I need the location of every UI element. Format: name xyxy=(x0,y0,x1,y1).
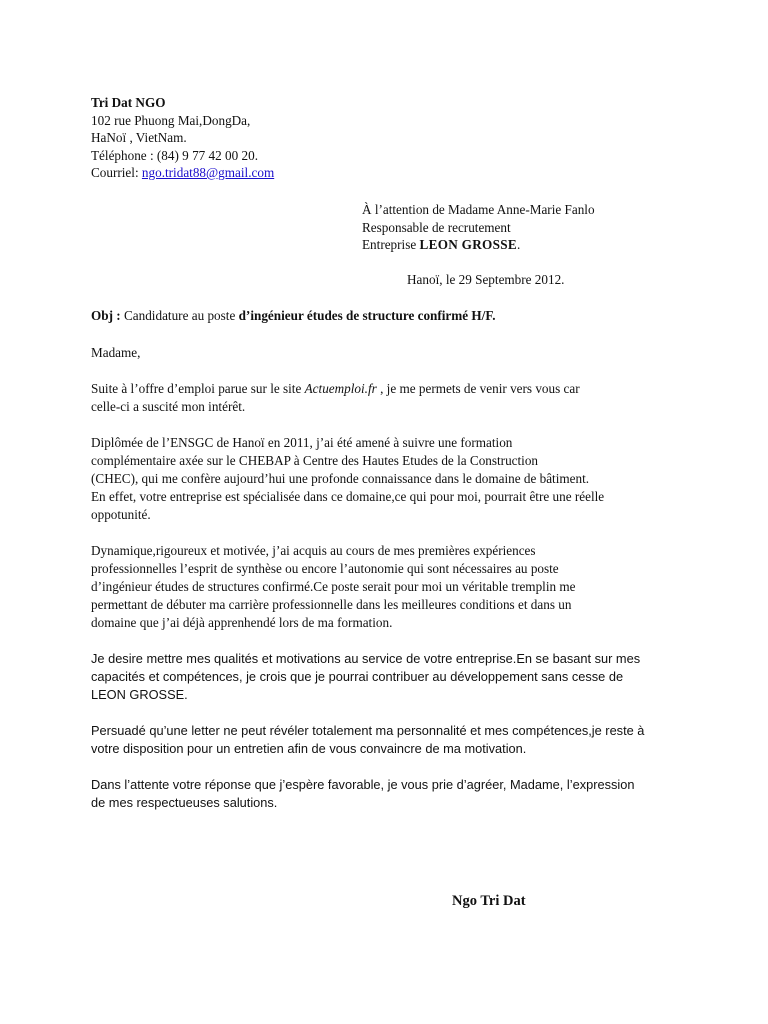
sender-name: Tri Dat NGO xyxy=(91,95,166,110)
p3-line4: permettant de débuter ma carrière professionnelle dans les meilleures conditions et dans un xyxy=(91,597,572,612)
letter-date: Hanoï, le 29 Septembre 2012. xyxy=(407,272,565,287)
letter-body xyxy=(91,344,681,830)
p6-line2: de mes respectueuses salutions. xyxy=(91,795,278,810)
p2-line1: Diplômée de l’ENSGC de Hanoï en 2011, j’ai été amené à suivre une formation xyxy=(91,435,513,450)
p1-line1 xyxy=(91,380,681,398)
p2-line3: (CHEC), qui me confère aujourd’hui une profonde connaissance dans le domaine de bâtiment. xyxy=(91,471,590,486)
company-suffix: . xyxy=(516,237,521,252)
recipient-role: Responsable de recrutement xyxy=(362,219,511,235)
paragraph-6 xyxy=(91,776,681,812)
p1-text-a: Suite à l’offre d’emploi parue sur le site xyxy=(91,381,305,396)
sender-phone: Téléphone : (84) 9 77 42 00 20. xyxy=(91,147,259,163)
email-link[interactable]: ngo.tridat88@gmail.com xyxy=(141,165,275,180)
recipient-block xyxy=(362,201,595,254)
p5-line2: votre disposition pour un entretien afin de vous convaincre de ma motivation. xyxy=(91,741,527,756)
company-name: LEON GROSSE xyxy=(419,237,517,252)
subject-position: d’ingénieur études de structure confirmé H/F. xyxy=(238,308,496,323)
sender-block xyxy=(91,94,274,182)
paragraph-4 xyxy=(91,650,681,704)
signature: Ngo Tri Dat xyxy=(452,893,526,909)
site-name: Actuemploi.fr xyxy=(304,381,377,396)
email-label: Courriel: xyxy=(91,165,142,180)
p4-line3: LEON GROSSE. xyxy=(91,687,188,702)
company-label: Entreprise xyxy=(362,237,420,252)
sender-email-line xyxy=(91,164,274,182)
subject-line xyxy=(91,308,495,324)
p5-line1: Persuadé qu’une letter ne peut révéler totalement ma personnalité et mes compétences,je reste à xyxy=(91,723,645,738)
p3-line5: domaine que j’ai déjà apprenhendé lors de ma formation. xyxy=(91,615,393,630)
p2-line5: oppotunité. xyxy=(91,507,151,522)
recipient-company-line xyxy=(362,236,595,254)
paragraph-5 xyxy=(91,722,681,758)
paragraph-1 xyxy=(91,380,681,416)
salutation: Madame, xyxy=(91,345,141,360)
p4-line2: capacités et compétences, je crois que je pourrai contribuer au développement sans cesse de xyxy=(91,669,624,684)
p4-line1: Je desire mettre mes qualités et motivations au service de votre entreprise.En se basant sur mes xyxy=(91,651,641,666)
p3-line3: d’ingénieur études de structures confirmé.Ce poste serait pour moi un véritable tremplin me xyxy=(91,579,576,594)
p1-text-c: , je me permets de venir vers vous car xyxy=(376,381,580,396)
p3-line1: Dynamique,rigoureux et motivée, j’ai acquis au cours de mes premières expériences xyxy=(91,543,536,558)
p3-line2: professionnelles l’esprit de synthèse ou encore l’autonomie qui sont nécessaires au poste xyxy=(91,561,559,576)
paragraph-3 xyxy=(91,542,681,632)
subject-text: Candidature au poste xyxy=(120,308,239,323)
p6-line1: Dans l’attente votre réponse que j’espère favorable, je vous prie d’agréer, Madame, l’expression xyxy=(91,777,635,792)
subject-label: Obj : xyxy=(91,308,121,323)
sender-address-line1: 102 rue Phuong Mai,DongDa, xyxy=(91,112,251,128)
sender-address-line2: HaNoï , VietNam. xyxy=(91,130,187,145)
p2-line4: En effet, votre entreprise est spécialisée dans ce domaine,ce qui pour moi, pourrait être une réelle xyxy=(91,489,605,504)
recipient-attention: À l’attention de Madame Anne-Marie Fanlo xyxy=(362,202,595,217)
paragraph-2 xyxy=(91,434,681,524)
p2-line2: complémentaire axée sur le CHEBAP à Centre des Hautes Etudes de la Construction xyxy=(91,453,539,468)
p1-line2: celle-ci a suscité mon intérêt. xyxy=(91,399,246,414)
